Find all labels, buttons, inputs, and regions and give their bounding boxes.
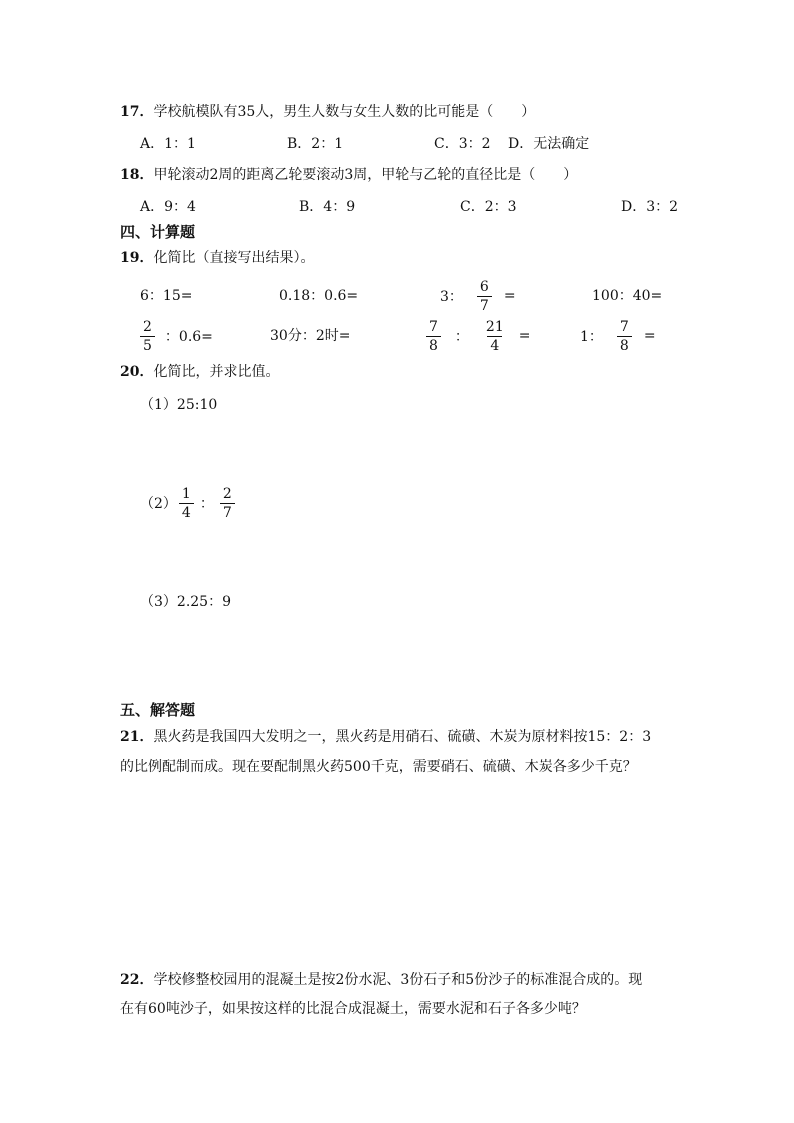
numerator: 2 [222, 485, 232, 502]
question-text: 甲轮滚动2周的距离乙轮要滚动3周，甲轮与乙轮的直径比是（ ） [153, 167, 578, 183]
q17-option-c: C．3：2 [434, 136, 491, 152]
fraction [140, 320, 155, 353]
fraction [483, 320, 507, 353]
fraction [220, 487, 235, 520]
q18-option-b: B．4：9 [299, 199, 356, 215]
question-21-line2: 的比例配制而成。现在要配制黑火药500千克，需要硝石、硫磺、木炭各多少千克？ [120, 759, 637, 775]
question-text-line1: 黑火药是我国四大发明之一，黑火药是用硝石、硫磺、木炭为原材料按15：2：3 [153, 729, 652, 745]
denominator: 5 [140, 336, 155, 353]
equals-sign: = [503, 288, 516, 304]
colon: ： [454, 329, 469, 345]
colon: ： [199, 496, 214, 512]
denominator: 8 [426, 336, 441, 353]
question-text: 化简比，并求比值。 [153, 364, 280, 380]
question-22-line2: 在有60吨沙子，如果按这样的比混合成混凝土，需要水泥和石子各多少吨？ [120, 1001, 586, 1017]
numerator: 2 [143, 318, 152, 335]
question-number: 19． [120, 250, 154, 266]
denominator: 7 [220, 503, 235, 520]
numerator: 7 [429, 318, 438, 335]
question-20 [120, 362, 279, 382]
expr-prefix: 3： [440, 289, 463, 305]
question-18 [120, 165, 577, 185]
denominator: 4 [179, 503, 194, 520]
section-heading-calculation: 四、计算题 [120, 223, 196, 241]
q17-option-b: B．2：1 [287, 136, 344, 152]
q19-item-4: 100：40= [592, 288, 663, 304]
q19-item-6: 30分：2时= [270, 328, 351, 344]
q19-item-8 [580, 316, 656, 356]
question-text: 学校航模队有35人，男生人数与女生人数的比可能是（ ） [153, 104, 536, 120]
denominator: 7 [477, 296, 492, 313]
question-number: 18． [120, 167, 154, 183]
question-text-line1: 学校修整校园用的混凝土是按2份水泥、3份石子和5份沙子的标准混合成的。现 [153, 972, 643, 988]
numerator: 6 [479, 278, 489, 295]
numerator: 1 [181, 485, 191, 502]
q18-option-c: C．2：3 [460, 199, 517, 215]
q19-item-7 [424, 316, 530, 356]
question-number: 17． [120, 104, 154, 120]
numerator: 7 [619, 318, 629, 335]
q19-item-2: 0.18：0.6= [279, 288, 359, 304]
numerator: 21 [485, 318, 504, 335]
denominator: 4 [487, 336, 502, 353]
equals-sign: = [643, 328, 656, 344]
expr-prefix: 1： [580, 329, 603, 345]
q20-part-1: （1）25:10 [140, 397, 218, 413]
fraction [617, 320, 632, 353]
q17-option-d: D．无法确定 [508, 136, 590, 152]
question-21 [120, 727, 651, 747]
q17-option-a: A．1：1 [140, 136, 196, 152]
q19-item-1: 6：15= [140, 288, 193, 304]
question-22 [120, 970, 642, 990]
part-label: （2） [140, 496, 177, 512]
q19-item-3 [440, 276, 516, 316]
q19-item-5 [138, 316, 213, 356]
q18-option-d: D．3：2 [621, 199, 679, 215]
equals-sign: = [518, 328, 531, 344]
question-17 [120, 102, 535, 122]
expr-suffix: ：0.6= [164, 329, 213, 345]
denominator: 8 [617, 336, 632, 353]
question-19 [120, 248, 314, 268]
question-number: 22． [120, 972, 154, 988]
fraction [426, 320, 441, 353]
q20-part-3: （3）2.25：9 [140, 594, 231, 610]
question-number: 21． [120, 729, 154, 745]
q20-part-2 [140, 482, 237, 524]
question-number: 20． [120, 364, 154, 380]
fraction [179, 487, 194, 520]
question-text: 化简比（直接写出结果）。 [153, 250, 315, 266]
section-heading-word-problems: 五、解答题 [120, 701, 196, 719]
q18-option-a: A．9：4 [140, 199, 196, 215]
fraction [477, 280, 492, 313]
